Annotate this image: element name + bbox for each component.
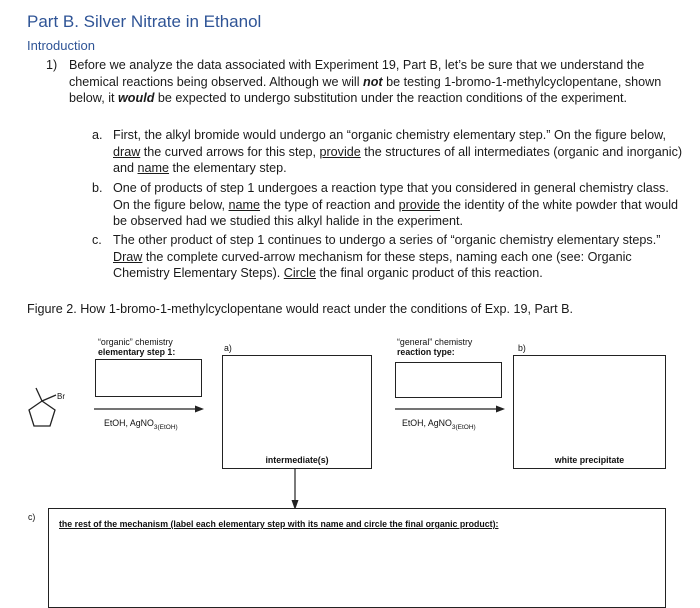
question-number: 1) (46, 58, 58, 72)
marker-a: a) (224, 343, 232, 353)
reagent-label-1: EtOH, AgNO$_{3(EtOH)}$ (104, 418, 178, 431)
marker-b: b) (518, 343, 526, 353)
reaction-arrow-2 (393, 404, 507, 414)
figure-caption: Figure 2. How 1-bromo-1-methylcyclopentane would react under the conditions of Exp. 19, Part B. (27, 302, 574, 316)
marker-c: c) (28, 512, 36, 522)
down-arrow (288, 468, 302, 512)
white-precipitate-label: white precipitate (554, 455, 625, 465)
reaction-type-label: “general” chemistry reaction type: (397, 337, 473, 357)
part-a-letter: a. (92, 128, 103, 142)
part-c-letter: c. (92, 233, 102, 247)
page-title: Part B. Silver Nitrate in Ethanol (27, 12, 262, 31)
part-c-text: The other product of step 1 continues to undergo a series of “organic chemistry elementary steps.” Draw the complete curved-arrow mechanism for these steps, naming each one (see: Organic Chemistry Elementary Steps). Circle the final organic product of this reaction. (113, 233, 661, 281)
intermediates-label: intermediate(s) (265, 455, 329, 465)
alkyl-bromide-structure (22, 375, 72, 437)
reaction-arrow-1 (92, 404, 206, 414)
part-a-text: First, the alkyl bromide would undergo an “organic chemistry elementary step.” On the figure below, draw the curved arrows for this step, provide the structures of all intermediates (organic and inorganic) and name the elementary step. (113, 128, 683, 176)
intermediates-box[interactable] (222, 355, 372, 469)
step1-label: “organic” chemistry elementary step 1: (98, 337, 176, 357)
reaction-type-answer-box[interactable] (395, 362, 502, 398)
question-1-text: Before we analyze the data associated with Experiment 19, Part B, let’s be sure that we understand the chemical reactions being observed. Although we will not be testing 1-bromo-1-methylcyclopentane, shown below, it would be expected to undergo substitution under the reaction conditions of the experiment. (69, 58, 662, 106)
part-b-letter: b. (92, 181, 103, 195)
rest-of-mechanism-box[interactable] (48, 508, 666, 608)
part-b-text: One of products of step 1 undergoes a reaction type that you considered in general chemistry class. On the figure below, name the type of reaction and provide the identity of the white powder that would be observed had we studied this alkyl halide in the experiment. (113, 181, 678, 229)
step1-answer-box[interactable] (95, 359, 202, 397)
section-heading-introduction: Introduction (27, 38, 95, 53)
rest-of-mechanism-label: the rest of the mechanism (label each elementary step with its name and circle the final organic product): (59, 519, 499, 529)
reagent-label-2: EtOH, AgNO$_{3(EtOH)}$ (402, 418, 476, 431)
bromine-label: Br (57, 392, 65, 401)
emphasis-would: would (118, 91, 155, 106)
white-precipitate-box[interactable] (513, 355, 666, 469)
emphasis-not: not (363, 74, 383, 89)
